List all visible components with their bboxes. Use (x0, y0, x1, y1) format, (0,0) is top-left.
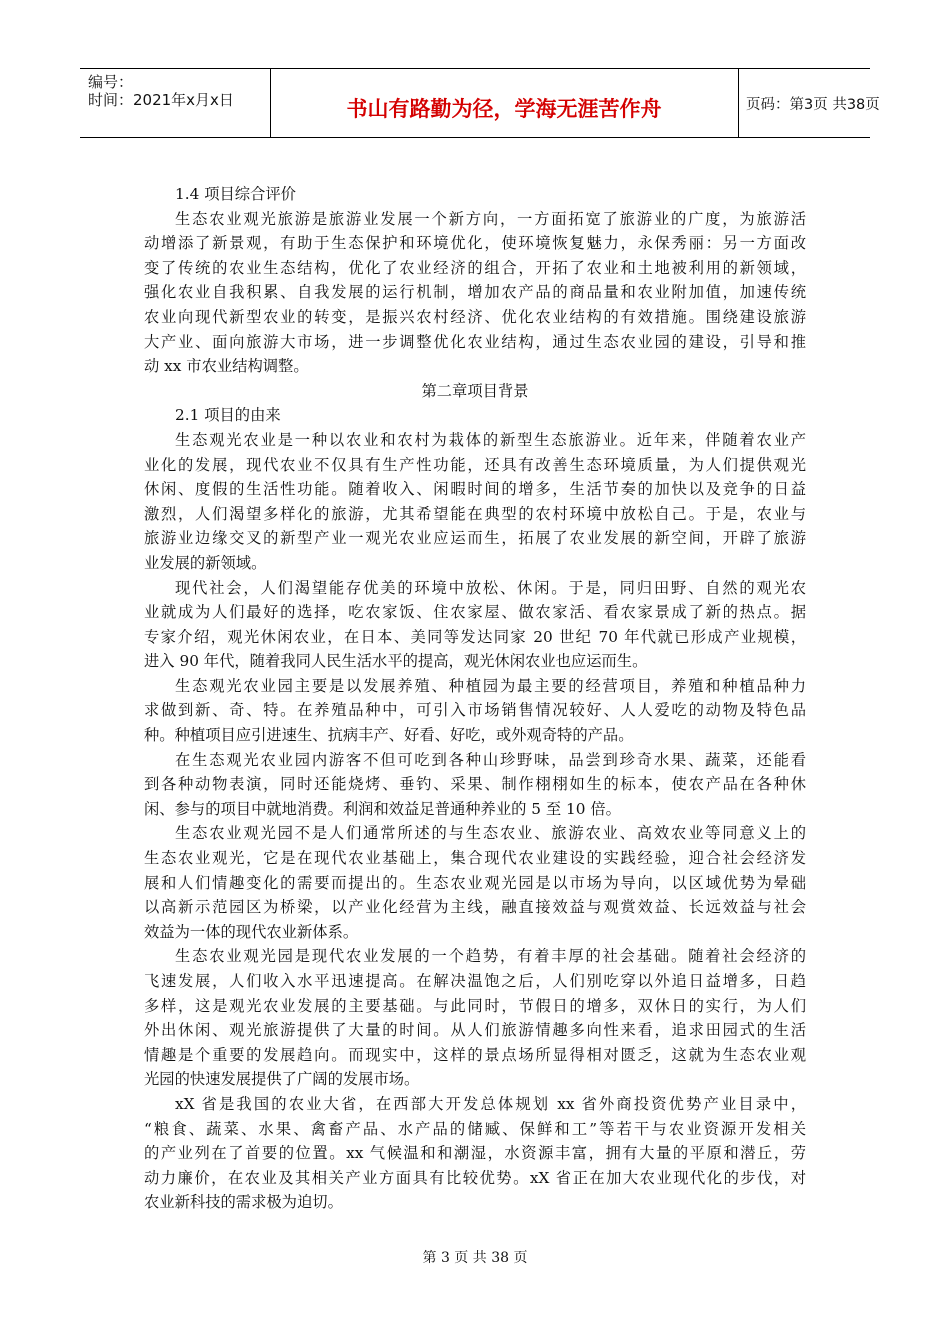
section-title-2-1: 2.1 项目的由来 (175, 406, 281, 425)
text-line: 外出休闲、观光旅游提供了大量的时间。从人们旅游情趣多向性来看，追求田园式的生活 (144, 1021, 806, 1040)
text-line: 多样，这是观光农业发展的主要基础。与此同时，节假日的增多，双休日的实行，为人们 (144, 996, 806, 1015)
text-line: 种。种植项目应引进速生、抗病丰产、好看、好吃，或外观奇特的产品。 (144, 726, 634, 745)
text-line: 强化农业自我积累、自我发展的运行机制，增加农产品的商品量和农业附加值，加速传统 (144, 283, 806, 302)
number-label: 编号： (88, 73, 134, 91)
text-line: 效益为一体的现代农业新体系。 (144, 922, 359, 941)
text-line: 以高新示范园区为桥梁，以产业化经营为主线，融直接效益与观赏效益、长远效益与社会 (144, 898, 806, 917)
text-line: 业就成为人们最好的选择，吃农家饭、住农家屋、做农家活、看农家景成了新的热点。据 (144, 603, 806, 622)
header-cell-page (739, 69, 880, 137)
text-line: 农业向现代新型农业的转变，是振兴农村经济、优化农业结构的有效措施。围绕建设旅游 (144, 307, 806, 326)
date-label: 时间：2021年x月x日 (88, 91, 234, 109)
text-line: 大产业、面向旅游大市场，进一步调整优化农业结构，通过生态农业园的建设，引导和推 (144, 332, 806, 351)
document-body (144, 182, 806, 1215)
chapter-title: 第二章项目背景 (421, 381, 529, 400)
text-line: 在生态观光农业园内游客不但可吃到各种山珍野味，品尝到珍奇水果、蔬菜，还能看 (175, 750, 806, 769)
header-cell-meta (80, 69, 271, 137)
text-line: 生态农业观光园是现代农业发展的一个趋势，有着丰厚的社会基础。随着社会经济的 (175, 947, 806, 966)
text-line: 生态观光农业是一种以农业和农村为栽体的新型生态旅游业。近年来，伴随着农业产 (175, 430, 806, 449)
text-line: 动增添了新景观，有助于生态保护和环境优化，使环境恢复魅力，永保秀丽：另一方面改 (144, 234, 806, 253)
text-line: 动力廉价，在农业及其相关产业方面具有比较优势。xX 省正在加大农业现代化的步伐，对 (144, 1168, 806, 1187)
text-line: 休闲、度假的生活性功能。随着收入、闲暇时间的增多，生活节奏的加快以及竞争的日益 (144, 480, 806, 499)
text-line: 光园的快速发展提供了广阔的发展市场。 (144, 1070, 420, 1089)
text-line: 展和人们情趣变化的需要而提出的。生态农业观光园是以市场为导向，以区域优势为晕础 (144, 873, 806, 892)
text-line: 现代社会，人们渴望能存优美的环境中放松、休闲。于是，同归田野、自然的观光农 (175, 578, 806, 597)
paragraph-7 (144, 944, 806, 1092)
header-cell-motto (270, 69, 739, 137)
paragraph-6 (144, 821, 806, 944)
paragraph-4 (144, 674, 806, 748)
text-line: 求做到新、奇、特。在养殖品种中，可引入市场销售情况较好、人人爱吃的动物及特色品 (144, 701, 806, 720)
text-line: “粮食、蔬菜、水果、禽畜产品、水产品的储臧、保鲜和工”等若干与农业资源开发相关 (144, 1119, 806, 1138)
text-line: 闲、参与的项目中就地消费。利润和效益足普通种养业的 5 至 10 倍。 (144, 799, 621, 818)
motto-text: 书山有路勤为径，学海无涯苦作舟 (346, 97, 662, 121)
text-line: 生态农业观光园不是人们通常所述的与生态农业、旅游农业、高效农业等同意义上的 (175, 824, 806, 843)
text-line: 变了传统的农业生态结构，优化了农业经济的组合，开拓了农业和土地被利用的新领域， (144, 258, 806, 277)
text-line: 生态观光农业园主要是以发展养殖、种植园为最主要的经营项目，养殖和种植品种力 (175, 676, 806, 695)
paragraph-5 (144, 748, 806, 822)
text-line: 生态农业观光，它是在现代农业基础上，集合现代农业建设的实践经验，迎合社会经济发 (144, 849, 806, 868)
text-line: 激烈，人们渴望多样化的旅游，尤其希望能在典型的农村环境中放松自己。于是，农业与 (144, 504, 806, 523)
paragraph-3 (144, 576, 806, 674)
header-table (80, 68, 880, 138)
text-line: 动 xx 市农业结构调整。 (144, 357, 309, 376)
text-line: 进入 90 年代，随着我同人民生活水平的提高，观光休闲农业也应运而生。 (144, 652, 648, 671)
text-line: 到各种动物表演，同时还能烧烤、垂钓、采果、制作栩栩如生的标本，使农产品在各种休 (144, 775, 806, 794)
paragraph-8 (144, 1092, 806, 1215)
text-line: xX 省是我国的农业大省，在西部大开发总体规划 xx 省外商投资优势产业目录中， (175, 1094, 806, 1113)
paragraph-2 (144, 428, 806, 576)
text-line: 情趣是个重要的发展趋向。而现实中，这样的景点场所显得相对匮乏，这就为生态农业观 (144, 1045, 806, 1064)
text-line: 专家介绍，观光休闲农业，在日本、美同等发达同家 20 世纪 70 年代就已形成产业规模， (144, 627, 806, 646)
text-line: 业化的发展，现代农业不仅具有生产性功能，还具有改善生态环境质量，为人们提供观光 (144, 455, 806, 474)
text-line: 飞速发展，人们收入水平迅速提高。在解决温饱之后，人们别吃穿以外追日益增多，日趋 (144, 972, 806, 990)
text-line: 农业新科技的需求极为迫切。 (144, 1193, 343, 1212)
text-line: 业发展的新领域。 (144, 553, 267, 572)
text-line: 生态农业观光旅游是旅游业发展一个新方向，一方面拓宽了旅游业的广度，为旅游活 (175, 209, 806, 228)
section-title-1-4: 1.4 项目综合评价 (175, 185, 296, 203)
page-footer: 第 3 页 共 38 页 (422, 1250, 528, 1266)
text-line: 旅游业边缘交叉的新型产业一观光农业应运而生，拓展了农业发展的新空间，开辟了旅游 (144, 529, 806, 548)
paragraph-1 (144, 207, 806, 379)
page-number-header: 页码：第3页 共38页 (746, 97, 880, 113)
text-line: 的产业列在了首要的位置。xx 气候温和和潮湿，水资源丰富，拥有大量的平原和潜丘，劳 (144, 1144, 806, 1163)
